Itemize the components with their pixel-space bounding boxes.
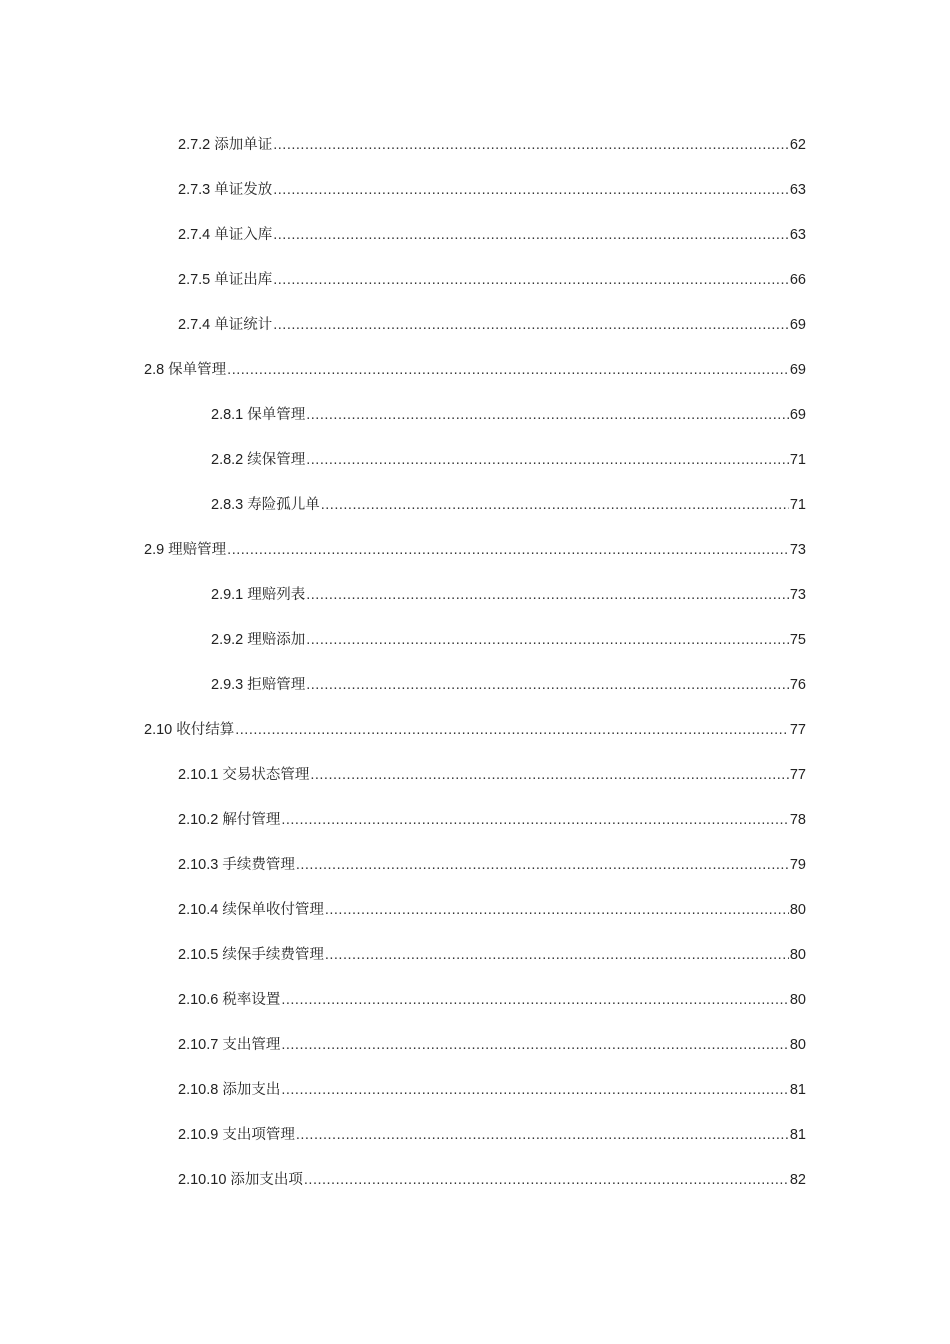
toc-dot-leader (273, 271, 789, 289)
toc-entry[interactable] (0, 1022, 950, 1067)
toc-section-title: 理赔列表 (247, 586, 306, 603)
toc-section-number: 2.7.4 (178, 316, 211, 333)
toc-dot-leader (273, 226, 789, 244)
toc-entry[interactable] (0, 842, 950, 887)
toc-section-title: 支出项管理 (222, 1126, 295, 1143)
toc-entry[interactable] (0, 122, 950, 167)
toc-entry[interactable] (0, 932, 950, 977)
toc-page-number: 63 (789, 226, 806, 243)
toc-page-number: 80 (789, 991, 806, 1008)
toc-page-number: 79 (789, 856, 806, 873)
toc-section-number: 2.10.1 (178, 766, 219, 783)
toc-dot-leader (306, 406, 789, 424)
toc-dot-leader (325, 901, 789, 919)
toc-entry-line (178, 811, 806, 829)
table-of-contents (0, 122, 950, 1202)
toc-section-number: 2.7.2 (178, 136, 211, 153)
toc-section-title: 理赔管理 (168, 541, 227, 558)
toc-section-title: 添加单证 (214, 136, 273, 153)
toc-entry-line (144, 541, 806, 559)
toc-page-number: 73 (789, 586, 806, 603)
toc-entry-line (211, 676, 806, 694)
toc-entry-line (178, 181, 806, 199)
toc-section-title: 交易状态管理 (222, 766, 310, 783)
toc-entry[interactable] (0, 302, 950, 347)
toc-entry-line (178, 226, 806, 244)
toc-entry-line (178, 901, 806, 919)
toc-dot-leader (281, 991, 789, 1009)
toc-section-number: 2.9 (144, 541, 165, 558)
toc-section-number: 2.9.1 (211, 586, 244, 603)
toc-entry-line (211, 451, 806, 469)
toc-page-number: 71 (789, 451, 806, 468)
toc-section-number: 2.10.7 (178, 1036, 219, 1053)
toc-entry[interactable] (0, 1112, 950, 1157)
toc-entry[interactable] (0, 752, 950, 797)
toc-section-title: 单证入库 (214, 226, 273, 243)
toc-dot-leader (273, 316, 789, 334)
toc-entry-line (144, 721, 806, 739)
toc-section-title: 拒赔管理 (247, 676, 306, 693)
toc-section-title: 解付管理 (222, 811, 281, 828)
toc-dot-leader (306, 451, 789, 469)
toc-entry[interactable] (0, 392, 950, 437)
toc-entry[interactable] (0, 1067, 950, 1112)
toc-section-number: 2.7.4 (178, 226, 211, 243)
toc-dot-leader (296, 856, 789, 874)
toc-entry-line (144, 361, 806, 379)
toc-entry-line (178, 766, 806, 784)
toc-dot-leader (235, 721, 789, 739)
toc-entry-line (178, 1081, 806, 1099)
toc-section-title: 收付结算 (176, 721, 235, 738)
toc-entry[interactable] (0, 617, 950, 662)
toc-page-number: 69 (789, 316, 806, 333)
toc-dot-leader (281, 1036, 789, 1054)
toc-page-number: 80 (789, 1036, 806, 1053)
toc-page-number: 73 (789, 541, 806, 558)
toc-entry[interactable] (0, 347, 950, 392)
toc-section-title: 单证发放 (214, 181, 273, 198)
toc-page-number: 81 (789, 1126, 806, 1143)
toc-section-title: 理赔添加 (247, 631, 306, 648)
toc-section-title: 添加支出 (222, 1081, 281, 1098)
toc-entry[interactable] (0, 977, 950, 1022)
toc-dot-leader (296, 1126, 789, 1144)
toc-section-number: 2.10.8 (178, 1081, 219, 1098)
toc-page-number: 81 (789, 1081, 806, 1098)
toc-section-number: 2.10.2 (178, 811, 219, 828)
toc-section-number: 2.10.9 (178, 1126, 219, 1143)
toc-dot-leader (306, 631, 789, 649)
toc-entry-line (211, 631, 806, 649)
toc-entry[interactable] (0, 257, 950, 302)
toc-dot-leader (281, 811, 789, 829)
toc-entry-line (178, 271, 806, 289)
toc-entry-line (211, 496, 806, 514)
toc-dot-leader (306, 676, 789, 694)
toc-section-number: 2.9.3 (211, 676, 244, 693)
toc-section-number: 2.10.4 (178, 901, 219, 918)
toc-entry[interactable] (0, 662, 950, 707)
toc-section-number: 2.10.5 (178, 946, 219, 963)
toc-entry-line (178, 1171, 806, 1189)
toc-entry[interactable] (0, 887, 950, 932)
toc-section-title: 税率设置 (222, 991, 281, 1008)
toc-entry[interactable] (0, 212, 950, 257)
toc-page-number: 80 (789, 946, 806, 963)
toc-page-number: 76 (789, 676, 806, 693)
toc-dot-leader (281, 1081, 789, 1099)
toc-entry[interactable] (0, 482, 950, 527)
toc-dot-leader (325, 946, 789, 964)
toc-section-number: 2.7.5 (178, 271, 211, 288)
toc-page-number: 82 (789, 1171, 806, 1188)
toc-dot-leader (304, 1171, 789, 1189)
toc-page-number: 78 (789, 811, 806, 828)
toc-entry-line (178, 1036, 806, 1054)
toc-section-number: 2.8.1 (211, 406, 244, 423)
toc-section-title: 寿险孤儿单 (247, 496, 320, 513)
toc-section-number: 2.10 (144, 721, 173, 738)
toc-page-number: 63 (789, 181, 806, 198)
toc-entry[interactable] (0, 527, 950, 572)
toc-page-number: 71 (789, 496, 806, 513)
toc-page-number: 69 (789, 406, 806, 423)
toc-section-number: 2.9.2 (211, 631, 244, 648)
toc-entry-line (178, 856, 806, 874)
toc-section-title: 续保单收付管理 (222, 901, 324, 918)
toc-dot-leader (227, 361, 789, 379)
toc-entry-line (211, 586, 806, 604)
toc-entry[interactable] (0, 572, 950, 617)
toc-entry[interactable] (0, 1157, 950, 1202)
toc-page-number: 69 (789, 361, 806, 378)
toc-page-number: 62 (789, 136, 806, 153)
toc-section-title: 保单管理 (247, 406, 306, 423)
toc-section-title: 续保管理 (247, 451, 306, 468)
toc-section-number: 2.8 (144, 361, 165, 378)
toc-page-number: 77 (789, 721, 806, 738)
toc-section-number: 2.10.6 (178, 991, 219, 1008)
toc-section-number: 2.8.2 (211, 451, 244, 468)
toc-section-title: 续保手续费管理 (222, 946, 324, 963)
toc-entry-line (178, 991, 806, 1009)
toc-dot-leader (310, 766, 789, 784)
toc-section-title: 添加支出项 (230, 1171, 303, 1188)
toc-page-number: 66 (789, 271, 806, 288)
toc-entry-line (178, 1126, 806, 1144)
toc-entry-line (211, 406, 806, 424)
toc-section-title: 保单管理 (168, 361, 227, 378)
toc-dot-leader (273, 136, 789, 154)
toc-page-number: 77 (789, 766, 806, 783)
toc-section-title: 支出管理 (222, 1036, 281, 1053)
toc-entry[interactable] (0, 797, 950, 842)
toc-page-number: 80 (789, 901, 806, 918)
toc-entry[interactable] (0, 707, 950, 752)
toc-section-number: 2.10.3 (178, 856, 219, 873)
toc-dot-leader (321, 496, 789, 514)
toc-dot-leader (306, 586, 789, 604)
toc-entry[interactable] (0, 167, 950, 212)
toc-entry-line (178, 946, 806, 964)
toc-dot-leader (273, 181, 789, 199)
toc-section-number: 2.7.3 (178, 181, 211, 198)
toc-entry-line (178, 316, 806, 334)
toc-section-title: 单证出库 (214, 271, 273, 288)
toc-page-number: 75 (789, 631, 806, 648)
toc-section-number: 2.10.10 (178, 1171, 227, 1188)
toc-entry-line (178, 136, 806, 154)
toc-entry[interactable] (0, 437, 950, 482)
toc-section-title: 手续费管理 (222, 856, 295, 873)
toc-dot-leader (227, 541, 789, 559)
toc-section-title: 单证统计 (214, 316, 273, 333)
toc-section-number: 2.8.3 (211, 496, 244, 513)
